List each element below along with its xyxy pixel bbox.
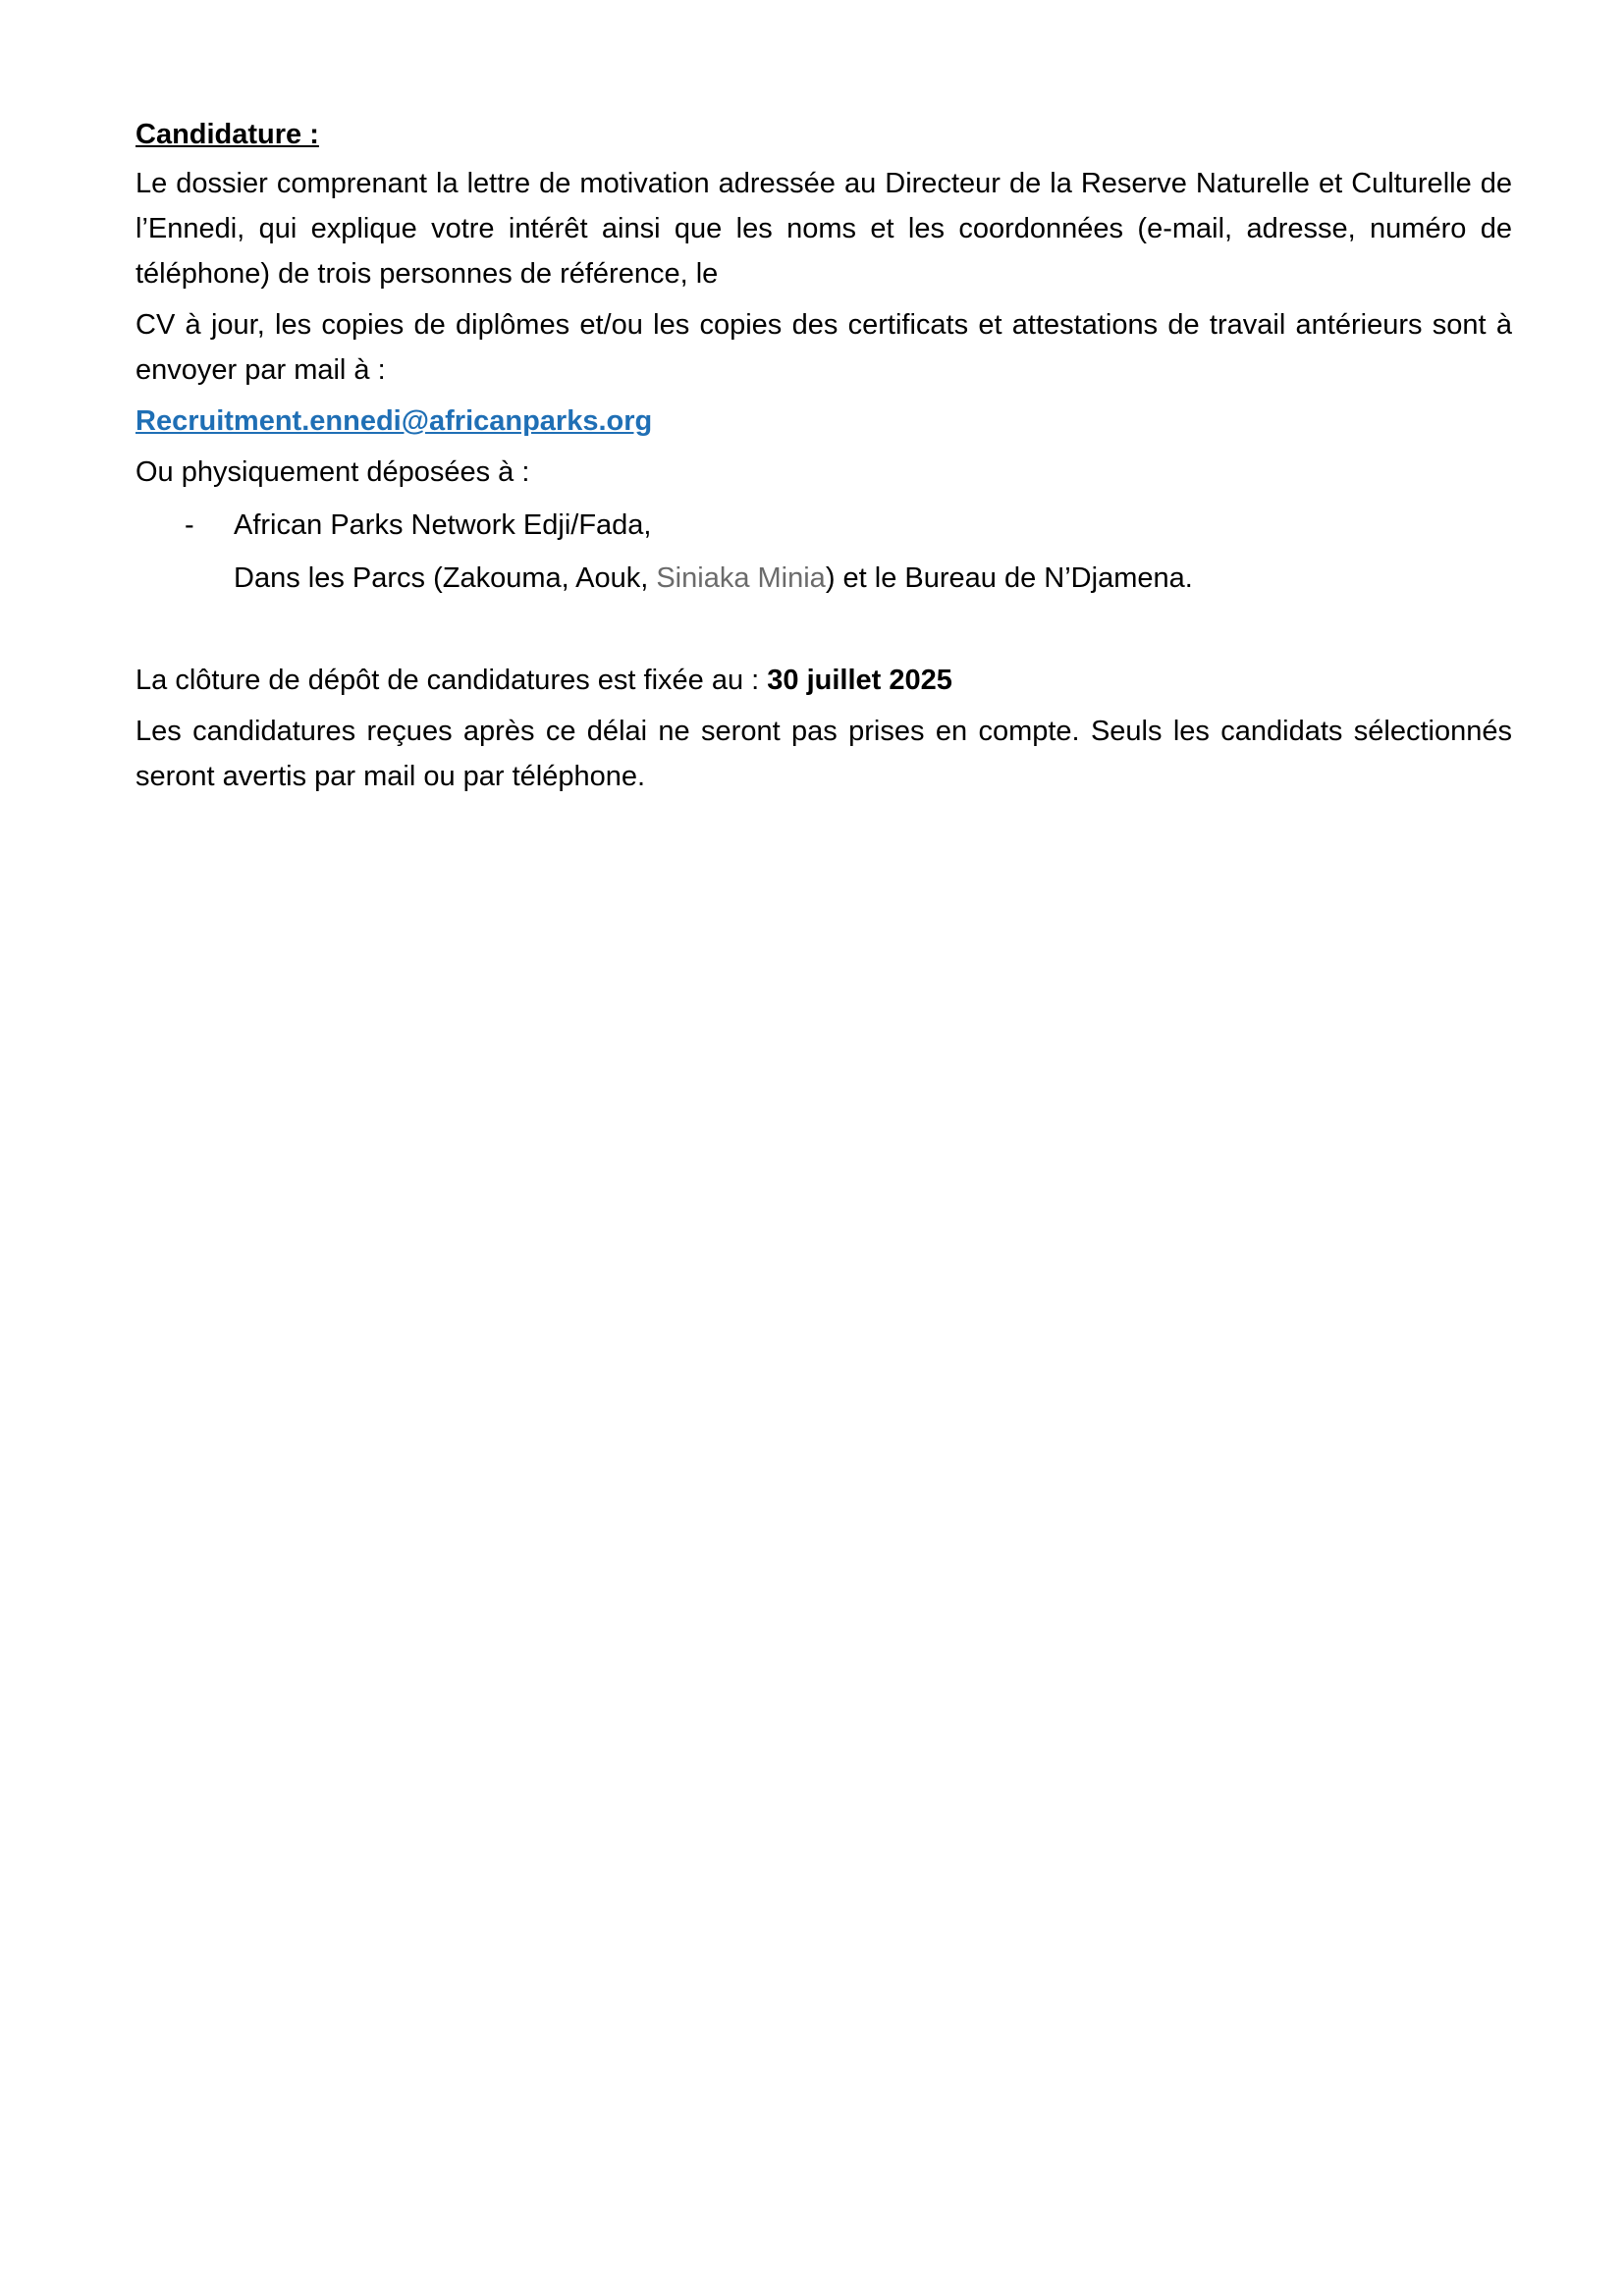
closing-paragraph: Les candidatures reçues après ce délai ne seront pas prises en compte. Seuls les candidats sélectionnés seront avertis par mail ou par téléphone. xyxy=(135,716,1512,792)
list-item-text: African Parks Network Edji/Fada, xyxy=(234,509,652,541)
deadline-line xyxy=(135,658,1512,703)
list-bullet: - xyxy=(185,509,194,541)
parks-text-end: ) et le Bureau de N’Djamena. xyxy=(825,562,1193,594)
deadline-date: 30 juillet 2025 xyxy=(767,665,952,696)
spacer xyxy=(135,601,1512,654)
list-item xyxy=(135,503,1512,548)
deadline-label: La clôture de dépôt de candidatures est fixée au : xyxy=(135,665,768,696)
list-item-continuation xyxy=(234,556,1512,601)
paragraph-dossier: Le dossier comprenant la lettre de motivation adressée au Directeur de la Reserve Naturelle et Culturelle de l’Ennedi, qui explique votre intérêt ainsi que les noms et les coordonnées (e-mail, adresse, numéro de téléphone) de trois personnes de référence, le xyxy=(135,168,1512,290)
paragraph-cv: CV à jour, les copies de diplômes et/ou les copies des certificats et attestations de travail antérieurs sont à envoyer par mail à : xyxy=(135,309,1512,386)
parks-text-muted: Siniaka Minia xyxy=(656,562,826,594)
document-body xyxy=(135,112,1512,799)
section-heading: Candidature : xyxy=(135,119,319,150)
email-link[interactable]: Recruitment.ennedi@africanparks.org xyxy=(135,405,653,437)
deposit-intro: Ou physiquement déposées à : xyxy=(135,456,530,488)
parks-text-start: Dans les Parcs (Zakouma, Aouk, xyxy=(234,562,657,594)
